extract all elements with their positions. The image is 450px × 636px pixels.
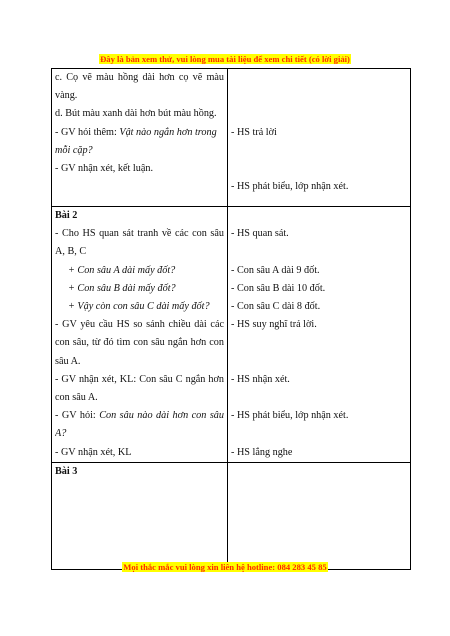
- student-activity-cell: [228, 69, 411, 207]
- text-line: - Cho HS quan sát tranh về các con sâu: [55, 228, 224, 240]
- teacher-activity-cell: [52, 462, 228, 569]
- exercise-title: Bài 3: [55, 465, 78, 477]
- text-line: [55, 124, 224, 142]
- question-text: + Con sâu B dài mấy đốt?: [68, 282, 176, 294]
- text-line: - GV nhận xét, KL: Con sâu C ngắn hơn: [55, 373, 224, 385]
- text-run: - GV hỏi thêm:: [55, 126, 120, 138]
- exercise-title: Bài 2: [55, 210, 78, 221]
- student-activity-cell: [228, 462, 411, 569]
- question-text: + Vậy còn con sâu C dài mấy đốt?: [68, 301, 210, 313]
- lesson-table: [51, 68, 411, 570]
- teacher-activity-cell: [52, 207, 228, 463]
- text-line: sâu A.: [55, 355, 81, 367]
- question-text: Con sâu nào dài hơn con sâu: [99, 410, 224, 422]
- text-line: - HS phát biểu, lớp nhận xét.: [231, 181, 349, 193]
- text-line: A, B, C: [55, 246, 87, 258]
- question-text: + Con sâu A dài mấy đốt?: [68, 264, 176, 276]
- preview-banner: Đây là bản xem thử, vui lòng mua tài liệu để xem chi tiết (có lời giải): [100, 54, 350, 64]
- text-line: d. Bút màu xanh dài hơn bút màu hồng.: [55, 108, 217, 120]
- text-line: - GV nhận xét, KL: [55, 446, 132, 458]
- text-line: - GV nhận xét, kết luận.: [55, 163, 153, 175]
- text-run: - GV hỏi:: [55, 410, 100, 422]
- text-line: - HS suy nghĩ trả lời.: [231, 319, 317, 331]
- text-line: - HS nhận xét.: [231, 373, 290, 385]
- text-line: - HS lắng nghe: [231, 446, 293, 458]
- text-line: c. Cọ vẽ màu hồng dài hơn cọ vẽ màu: [55, 72, 224, 83]
- table-row: [52, 207, 411, 463]
- question-text: mỗi cặp?: [55, 144, 93, 156]
- student-activity-cell: [228, 207, 411, 463]
- teacher-activity-cell: [52, 69, 228, 207]
- text-line: [55, 407, 224, 425]
- text-line: - HS quan sát.: [231, 228, 289, 240]
- question-text: Vật nào ngắn hơn trong: [119, 126, 217, 138]
- text-line: con sâu A.: [55, 392, 98, 404]
- text-line: con sâu, từ đó tìm con sâu ngắn hơn con: [55, 337, 224, 349]
- table-row: [52, 69, 411, 207]
- text-line: - Con sâu B dài 10 đốt.: [231, 282, 326, 294]
- question-text: A?: [55, 428, 67, 440]
- text-line: - Con sâu C dài 8 đốt.: [231, 300, 321, 312]
- text-line: - Con sâu A dài 9 đốt.: [231, 264, 320, 276]
- text-line: - HS phát biểu, lớp nhận xét.: [231, 410, 349, 422]
- text-line: vàng.: [55, 90, 78, 102]
- hotline-banner: Mọi thắc mắc vui lòng xin liên hệ hotline: 084 283 45 85: [123, 562, 327, 572]
- text-line: - HS trả lời: [231, 126, 277, 138]
- table-row: [52, 462, 411, 569]
- text-line: - GV yêu cầu HS so sánh chiều dài các: [55, 319, 224, 331]
